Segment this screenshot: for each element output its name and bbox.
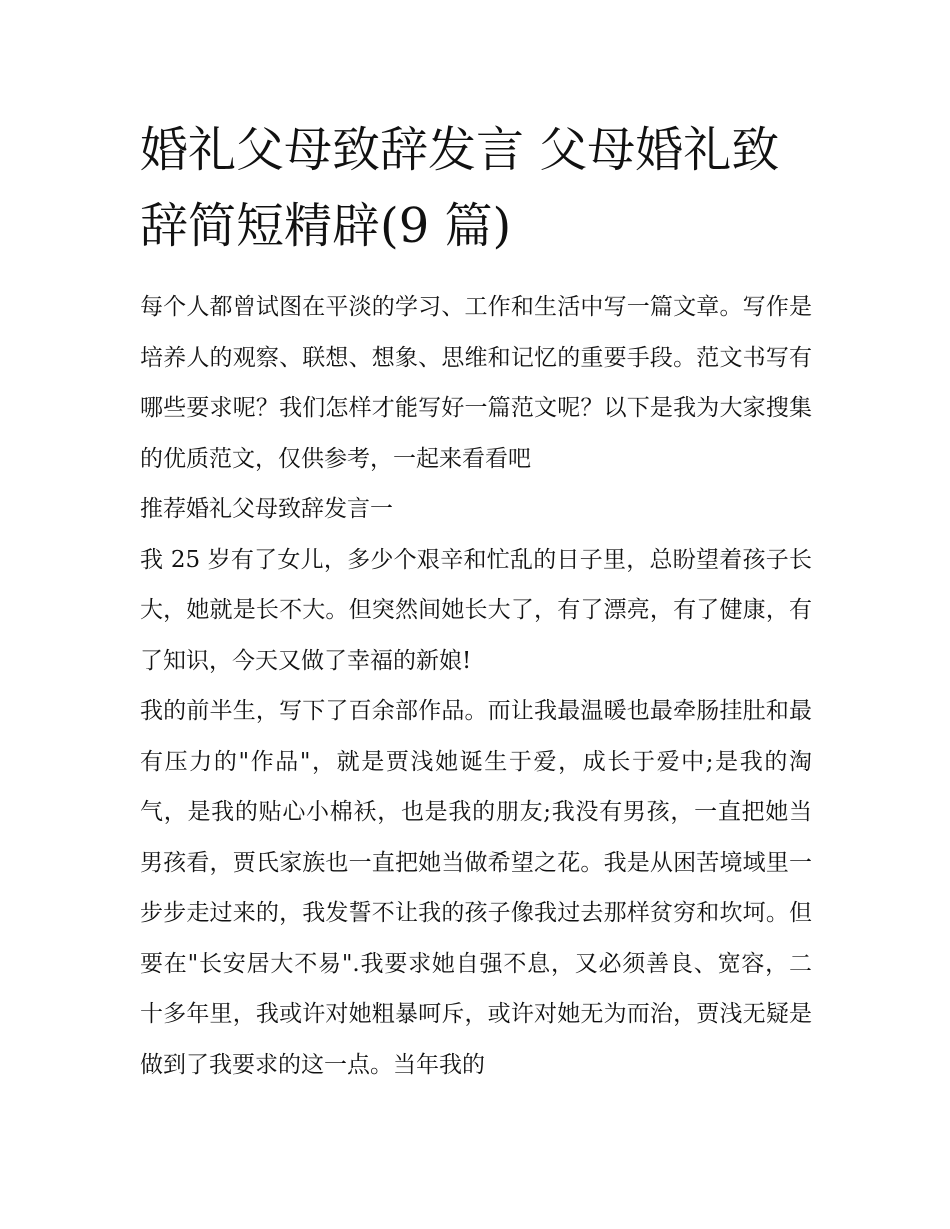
document-body [140, 282, 812, 1090]
document-title: 婚礼父母致辞发言 父母婚礼致辞简短精辟(9 篇) [140, 122, 780, 254]
body-paragraph: 我的前半生，写下了百余部作品。而让我最温暖也最牵肠挂肚和最有压力的"作品"，就是贾浅她诞生于爱，成长于爱中;是我的淘气，是我的贴心小棉袄，也是我的朋友;我没有男孩，一直把她当男孩看，贾氏家族也一直把她当做希望之花。我是从困苦境域里一步步走过来的，我发誓不让我的孩子像我过去那样贫穷和坎坷。但要在"长安居大不易".我要求她自强不息，又必须善良、宽容，二十多年里，我或许对她粗暴呵斥，或许对她无为而治，贾浅无疑是做到了我要求的这一点。当年我的 [140, 698, 812, 1078]
section-heading: 推荐婚礼父母致辞发言一 [140, 496, 393, 522]
intro-paragraph: 每个人都曾试图在平淡的学习、工作和生活中写一篇文章。写作是培养人的观察、联想、想象、思维和记忆的重要手段。范文书写有哪些要求呢？我们怎样才能写好一篇范文呢？以下是我为大家搜集的优质范文，仅供参考，一起来看看吧 [140, 294, 812, 472]
body-paragraph: 我 25 岁有了女儿，多少个艰辛和忙乱的日子里，总盼望着孩子长大，她就是长不大。但突然间她长大了，有了漂亮，有了健康，有了知识，今天又做了幸福的新娘! [140, 546, 812, 674]
document-page [140, 112, 812, 1090]
